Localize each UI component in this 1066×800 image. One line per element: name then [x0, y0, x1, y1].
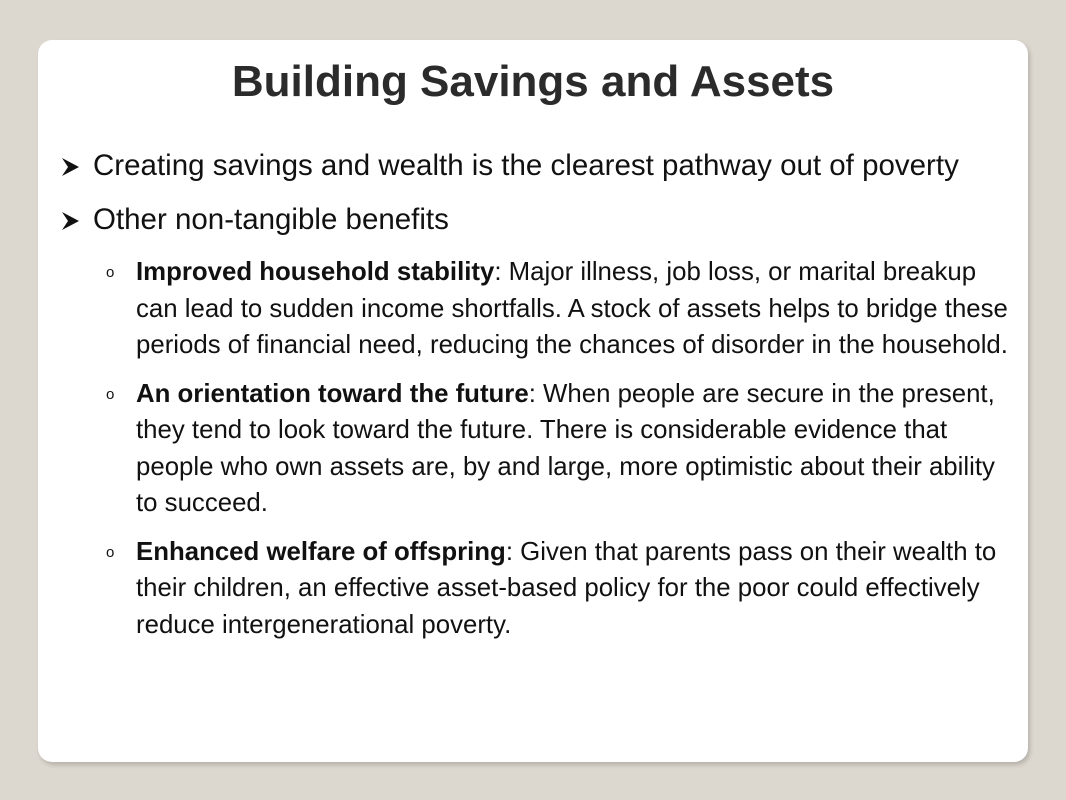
sub-bullet-separator: :	[505, 537, 513, 566]
sub-bullet-household-stability	[60, 254, 1016, 364]
circle-bullet-icon: o	[106, 264, 115, 281]
sub-bullet-future-orientation	[60, 376, 1016, 522]
sub-bullet-text: When people are secure in the present, they tend to look toward the future. There is considerable evidence that people who own assets are, by and large, more optimistic about their ability to succeed.	[136, 379, 995, 517]
bullet-savings-pathway	[60, 146, 1035, 186]
slide-title: Building Savings and Assets	[231, 57, 835, 106]
bullet-text: Other non-tangible benefits	[93, 203, 449, 236]
sub-bullet-text: Given that parents pass on their wealth to their children, an effective asset-based policy for the poor could effectively reduce intergenerational poverty.	[136, 537, 997, 639]
sub-bullet-text: Major illness, job loss, or marital breakup can lead to sudden income shortfalls. A stock of assets helps to bridge these periods of financial need, reducing the chances of disorder in the household.	[136, 258, 1008, 359]
slide-body	[60, 146, 1035, 655]
sub-bullet-term: An orientation toward the future	[136, 379, 529, 408]
bullet-text: Creating savings and wealth is the clearest pathway out of poverty	[93, 149, 959, 182]
sub-bullet-term: Enhanced welfare of offspring	[136, 537, 506, 566]
arrowhead-bullet-icon	[60, 157, 80, 177]
sub-bullet-separator: :	[528, 379, 536, 408]
bullet-non-tangible-benefits	[60, 200, 1035, 240]
sub-bullet-offspring-welfare	[60, 534, 1016, 644]
sub-bullet-term: Improved household stability	[136, 258, 495, 286]
circle-bullet-icon: o	[106, 385, 115, 403]
circle-bullet-icon: o	[106, 543, 115, 561]
sub-bullet-separator: :	[494, 258, 502, 286]
arrowhead-bullet-icon	[60, 211, 80, 231]
